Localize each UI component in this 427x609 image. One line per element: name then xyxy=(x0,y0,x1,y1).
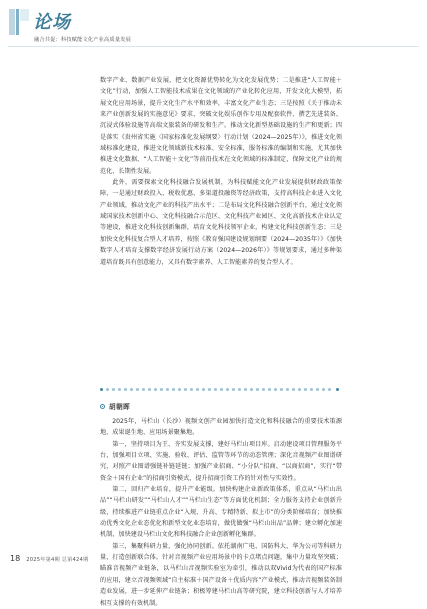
issue-info: 2025年第4期 总第424期 xyxy=(26,557,89,563)
page-footer xyxy=(10,554,88,563)
column-logo-icon xyxy=(8,7,30,37)
section-divider xyxy=(100,388,342,392)
article-body-bottom xyxy=(100,416,342,609)
article-body-top xyxy=(100,75,342,268)
paragraph: 第三，集聚科研力量，强化协同创新。依托湖南广电、国防科大、华为公司等科研力量，打造创新联合体。针对音视频产业应用场景中的卡点堵点问题，集中力量攻坚突破；瞄准音视频产业链条，以马栏山音视频实验室为牵引，推动以双Vivid为代表的国产标准的应用，建立音视频领域“自主标准＋国产设备＋优质内容”产业模式，推动音视频装备制造业发展，进一步延伸产业链条；积极筹建马栏山高等研究院，建立科技创新与人才培养相互支撑的有效机制。 xyxy=(100,542,342,607)
page-number: 18 xyxy=(10,554,21,563)
author-byline xyxy=(100,401,130,411)
author-bullet-icon xyxy=(100,404,105,409)
paragraph: 此外，需要探索文化科技融合发展机制，为科技赋能文化产业发展提供财政政策保障，一是通过财政投入、税收优惠、多渠道投融资等经济政策，支持高科技企业进入文化产业领域，推动文化产业的科技产出水平；二是布局文化科技融合创新平台，通过文化领域国家技术创新中心、文化科技融合示范区、文化科技产业园区、文化高新技术企业认定等建设，推进文化科技创新集群，培育文化科技领军企业，构建文化科技创新生态；三是加快文化科技复合型人才培养，按照《教育强国建设规划纲要（2024—2035年）》《加快数字人才培育支撑数字经济发展行动方案（2024—2026年）》等规划要求，通过多种渠道培育既具有创意能力，又具有数字素养、人工智能素养的复合型人才。 xyxy=(100,179,342,266)
column-logo-text: 论场 xyxy=(33,12,71,33)
column-subtitle: 融合共促：科技赋能文化产业高质量发展 xyxy=(34,37,131,43)
paragraph: 第二，回归产业培育，提升产业能级。加快构建企业新政策体系，重点从“马栏山出品”“马栏山研发”“马栏山人才”“马栏山生态”等方面优化机制；全力服务支持企业创新升级，持续推进产业链重点企业“入规、升高、专精特新、拟上市”的分类阶梯培育；加快推动优秀文化企业态优化和新型文化业态培育，做优做强“马栏山出品”品牌；建立孵化加速机制，加快建设马栏山文化和科技融合企业创新孵化集群。 xyxy=(100,486,342,539)
author-name: 胡朝晖 xyxy=(109,403,131,411)
paragraph: 数字产业、数据产业发展，把文化资源优势转化为文化发展优势；二是推进“人工智能＋文化”行动，加强人工智能技术成果在文化领域的产业化转化应用，开发文化大模型，拓展文化应用场景，提升文化生产水平和效率，丰富文化产业生态；三是按照《关于推动未来产业创新发展的实施意见》要求，突破文化娱乐创作专用及配套软件、撰艺先进装备、沉浸式体验设施等高端文旅装备的研发和生产。推动文化新型基础设施的生产和更新；四是落实《贵州省实施〈国家标准化发展纲要〉行动计划（2024—2025年）》，推进文化领域标准化建设，推进文化领域新技术标准、安全标准，服务标准的编制和实施，尤其加快推进文化数据、“人工智能＋文化”等前沿技术在文化领域的标准制定，保障文化产业的规范化、长期性发展。 xyxy=(100,77,342,175)
header-divider xyxy=(8,46,419,47)
paragraph: 2025年，马栏山（长沙）视频文创产业园加快打造文化和科技融合的重要技术策源地，成果诞生地、应用场景聚集地。 xyxy=(100,418,342,437)
paragraph: 第一，坚持项目为王、夯实发展支撑，建好马栏山项目库。启动建设项目管理服务平台，加强项目立项、实施、验收、评估、监管等环节的动态管理；深化音视频产业图谱研究，对照产业图谱强链补链延链；加强产业招商、“小分队”招商、“以商招商”，实行“带资金＋国有企业”的招商引资模式，提升招商引资工作的针对性与实效性。 xyxy=(100,440,342,482)
